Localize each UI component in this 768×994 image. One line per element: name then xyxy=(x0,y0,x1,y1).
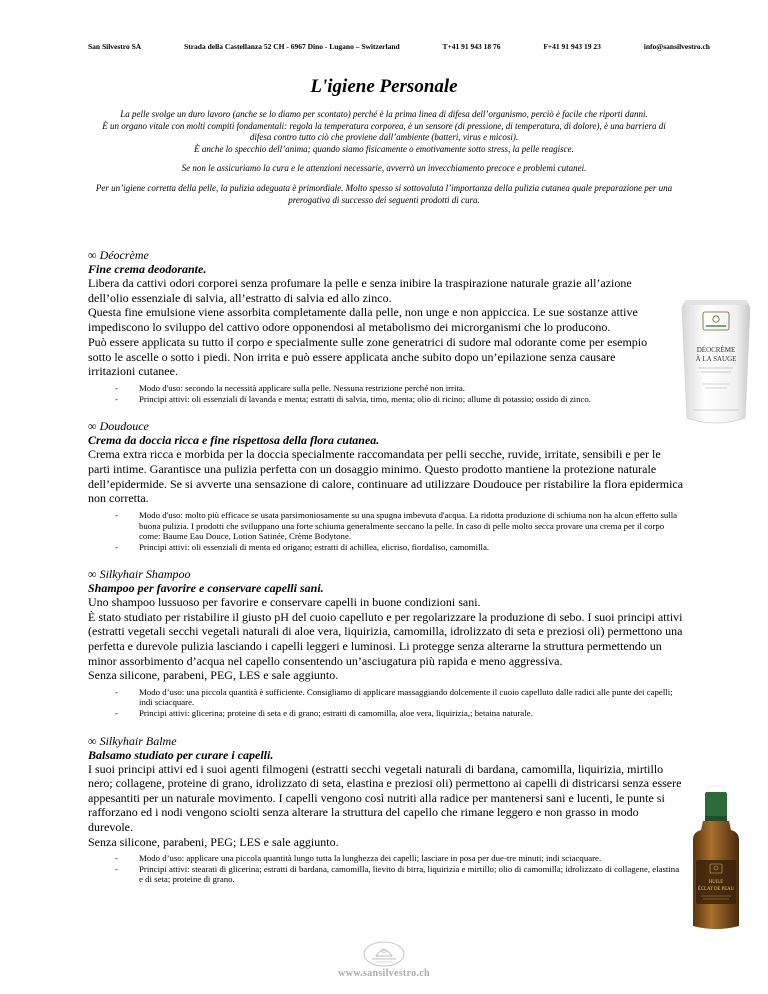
infinity-bullet-icon: ∞ xyxy=(88,248,97,262)
product-description: È stato studiato per ristabilire il giusto pH del cuoio capelluto e per regolarizzare la produzione di sebo. I suoi principi attivi (estratti vegetali secchi vegetali naturali di aloe vera, liquirizia, camomilla, idrolizzato di seta e preziosi oli) permettono una perfetta e durevole pulizia lasciando i capelli leggeri e luminosi. Li protegge senza alterarne la struttura permettendo un minor assorbimento d’acqua nel capello consentendo un’asciugatura più rapida e meno aggressiva. xyxy=(88,609,683,668)
intro xyxy=(92,109,676,206)
product-name: Silkyhair Balme xyxy=(99,733,177,748)
product-deocreme xyxy=(88,249,684,404)
product-description: Senza silicone, parabeni, PEG, LES e sale aggiunto. xyxy=(88,668,339,683)
product-subtitle: Shampoo per favorire e conservare capelli sani. xyxy=(88,581,324,596)
product-subtitle: Fine crema deodorante. xyxy=(88,262,207,276)
product-title xyxy=(88,420,684,433)
usage-note: - Modo d'uso: secondo la necessità applicare sulla pelle. Nessuna restrizione perché non irrita. xyxy=(115,383,684,394)
footer-website-link[interactable]: www.sansilvestro.ch xyxy=(338,968,430,979)
product-subtitle: Balsamo studiato per curare i capelli. xyxy=(88,747,274,762)
infinity-bullet-icon: ∞ xyxy=(88,733,97,748)
product-description: Senza silicone, parabeni, PEG; LES e sale aggiunto. xyxy=(88,834,339,849)
company-phone: T+41 91 943 18 76 xyxy=(442,42,501,51)
intro-line: È anche lo specchio dell’anima; quando siamo fisicamente o emotivamente sotto stress, la pelle reagisce. xyxy=(194,143,574,154)
company-fax: F+41 91 943 19 23 xyxy=(543,42,601,51)
product-notes xyxy=(88,383,684,404)
company-address: Strada della Castellanza 52 CH - 6967 Dino - Lugano – Switzerland xyxy=(184,42,400,51)
bottle-label-line2: ÉCLAT DE PEAU xyxy=(697,887,735,892)
product-name: Déocrème xyxy=(99,248,149,262)
product-notes xyxy=(88,853,684,885)
intro-paragraph: Per un’igiene corretta della pelle, la pulizia adeguata è primordiale. Molto spesso si sottovaluta l’importanza della pulizia cutanea quale preparazione per una prerogativa di successo dei seguenti prodotti di cura. xyxy=(95,182,673,205)
intro-line: La pelle svolge un duro lavoro (anche se lo diamo per scontato) perché è la prima linea di difesa dell’organismo, perciò è facile che riporti danni. xyxy=(120,109,648,119)
product-name: Doudouce xyxy=(99,419,149,434)
tube-label-line1: DÉOCRÈME xyxy=(696,346,736,354)
product-description: Uno shampoo lussuoso per favorire e conservare capelli in buone condizioni sani. xyxy=(88,595,481,610)
product-description: Libera da cattivi odori corporei senza profumare la pelle e senza inibire la traspirazione naturale grazie all’azione dell’olio essenziale di salvia, all’estratto di salvia ed allo zinco. xyxy=(88,276,632,305)
deocreme-tube-image xyxy=(677,298,755,432)
infinity-bullet-icon: ∞ xyxy=(88,567,97,582)
product-silkyhair-balme xyxy=(88,735,684,885)
dropper-bottle-image xyxy=(681,784,751,934)
product-description: I suoi principi attivi ed i suoi agenti filmogeni (estratti secchi vegetali naturali di bardana, camomilla, liquirizia, mirtillo nero; collagene, proteine di grano, idrolizzato di seta, elastina e preziosi oli) permettono ai capelli di districarsi senza essere appesantiti per un naturale movimento. I capelli vengono così nutriti alla radice per mantenersi sani e lucenti, le punte si rafforzano ed i nodi vengono sciolti senza alterare la struttura del capello che rimane leggero e non grasso in modo durevole. xyxy=(88,761,682,835)
intro-line: È un organo vitale con molti compiti fondamentali: regola la temperatura corporea, è un sensore (di pressione, di temperatura, di dolore), è una barriera di difesa contro tutto ciò che proviene dall’ambiente (batteri, virus e micosi). xyxy=(102,120,666,143)
ingredients-note: - Principi attivi: oli essenziali di menta ed origano; estratti di achillea, elicriso, fiordaliso, camomilla. xyxy=(115,542,684,553)
intro-paragraph: Se non le assicuriamo la cura e le attenzioni necessarie, avverrà un invecchiamento precoce e problemi cutanei. xyxy=(181,163,587,174)
product-title xyxy=(88,735,684,748)
product-subtitle: Crema da doccia ricca e fine rispettosa della flora cutanea. xyxy=(88,433,380,448)
letterhead xyxy=(88,42,710,56)
product-notes xyxy=(88,510,684,552)
product-list xyxy=(88,249,684,901)
product-title xyxy=(88,249,684,262)
product-description: Può essere applicata su tutto il corpo e specialmente sulle zone generatrici di sudore mal odorante come per esempio sotto le ascelle o sotto i piedi. Non irrita e può essere applicata anche subito dopo un’epilazione senza causare irritazioni cutanee. xyxy=(88,334,648,379)
product-notes xyxy=(88,687,684,719)
product-description: Crema extra ricca e morbida per la doccia specialmente raccomandata per pelli secche, ruvide, irritate, sensibili e per le parti intime. Garantisce una pulizia perfetta con un dosaggio minimo. Questo prodotto mantiene la protezione naturale dell’epidermide. Se si avverte una sensazione di calore, continuare ad utilizzare Doudouce per ristabilire la flora epidermica non corretta. xyxy=(88,447,684,506)
infinity-bullet-icon: ∞ xyxy=(88,419,97,434)
ingredients-note: - Principi attivi: stearati di glicerina; estratti di bardana, camomilla, lievito di birra, liquirizia e mirtillo; olio di camomilla; idrolizzato di collagene, elastina e di seta; proteine di grano. xyxy=(115,864,684,885)
product-title xyxy=(88,568,684,581)
product-doudouce xyxy=(88,420,684,552)
product-silkyhair-shampoo xyxy=(88,568,684,718)
usage-note: - Modo d’uso: una piccola quantità è sufficiente. Consigliamo di applicare massaggiando dolcemente il cuoio capelluto dalle radici alle punte dei capelli; indi sciacquare. xyxy=(115,687,684,708)
usage-note: - Modo d’uso: applicare una piccola quantità lungo tutta la lunghezza dei capelli; lasciare in posa per due-tre minuti; indi sciacquare. xyxy=(115,853,684,864)
bottle-label-line1: HUILE xyxy=(708,880,724,885)
ingredients-note: - Principi attivi: glicerina; proteine di seta e di grano; estratti di camomilla, aloe vera, liquirizia,; betaina naturale. xyxy=(115,708,684,719)
page-title: L'igiene Personale xyxy=(310,76,458,97)
product-name: Silkyhair Shampoo xyxy=(99,567,191,582)
company-email[interactable]: info@sansilvestro.ch xyxy=(643,42,710,51)
company-name: San Silvestro SA xyxy=(88,42,142,51)
ingredients-note: - Principi attivi: oli essenziali di lavanda e menta; estratti di salvia, timo, menta; olio di ricino; allume di potassio; ossido di zinco. xyxy=(115,394,684,405)
tube-label-line2: À LA SAUGE xyxy=(695,355,737,363)
usage-note: - Modo d'uso: molto più efficace se usata parsimoniosamente su una spugna imbevuta d'acqua. La ridotta produzione di schiuma non ha alcun effetto sulla buona pulizia. I prodotti che sviluppano una forte schiuma generalmente seccano la pelle. In caso di pelle molto secca provare una crema per il corpo come: Baume Eau Douce, Lotion Satinée, Crème Bodytone. xyxy=(115,510,684,542)
san-silvestro-logo-icon xyxy=(362,940,406,968)
product-description: Questa fine emulsione viene assorbita completamente dalla pelle, non unge e non appiccica. Le sue sostanze attive impediscono lo sviluppo del cattivo odore opponendosi al metabolismo dei microrganismi che lo producono. xyxy=(88,305,638,335)
